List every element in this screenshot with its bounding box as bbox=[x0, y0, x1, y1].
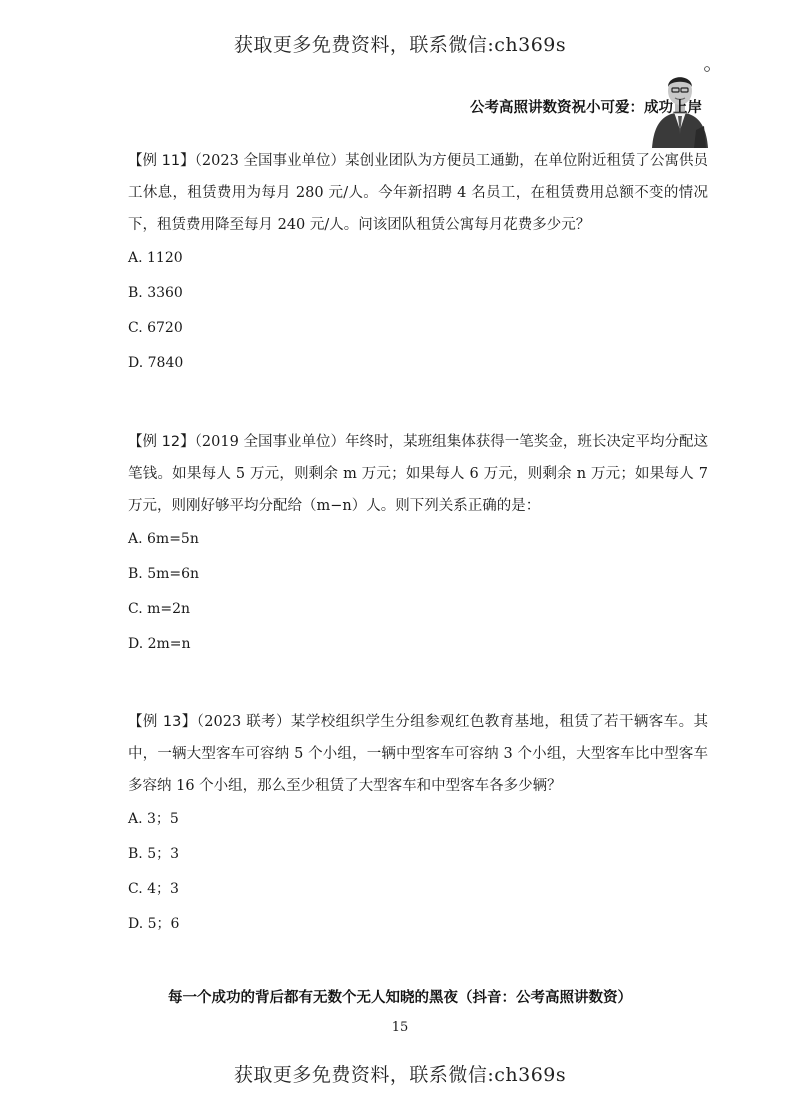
question-12 bbox=[128, 426, 708, 662]
watermark-bottom: 获取更多免费资料，联系微信:ch369s bbox=[233, 1064, 567, 1086]
question-label: 【例 12】 bbox=[128, 434, 195, 450]
watermark-top: 获取更多免费资料，联系微信:ch369s bbox=[233, 34, 567, 56]
option-a: A. 3；5 bbox=[128, 811, 179, 827]
option-d: D. 2m=n bbox=[128, 636, 191, 652]
option-a: A. 1120 bbox=[128, 250, 183, 266]
option-d: D. 7840 bbox=[128, 355, 184, 371]
page-number: 15 bbox=[391, 1020, 409, 1035]
question-label: 【例 13】 bbox=[128, 714, 197, 730]
question-label: 【例 11】 bbox=[128, 153, 195, 169]
option-b: B. 3360 bbox=[128, 285, 183, 301]
question-text: （2023 全国事业单位）某创业团队为方便员工通勤，在单位附近租赁了公寓供员工休息，租赁费用为每月 280 元/人。今年新招聘 4 名员工，在租赁费用总额不变的情况下，租赁费用降至每月 240 元/人。问该团队租赁公寓每月花费多少元？ bbox=[128, 153, 708, 233]
question-text: （2019 全国事业单位）年终时，某班组集体获得一笔奖金，班长决定平均分配这笔钱。如果每人 5 万元，则剩余 m 万元；如果每人 6 万元，则剩余 n 万元；如果每人 7 万元，则刚好够平均分配给（m−n）人。则下列关系正确的是： bbox=[128, 434, 708, 514]
option-c: C. 6720 bbox=[128, 320, 183, 336]
footer-slogan: 每一个成功的背后都有无数个无人知晓的黑夜（抖音：公考高照讲数资） bbox=[168, 990, 632, 1006]
option-d: D. 5；6 bbox=[128, 916, 180, 932]
option-c: C. 4；3 bbox=[128, 881, 179, 897]
option-b: B. 5m=6n bbox=[128, 566, 200, 582]
option-b: B. 5；3 bbox=[128, 846, 180, 862]
question-stem bbox=[128, 426, 708, 522]
option-c: C. m=2n bbox=[128, 601, 191, 617]
question-stem bbox=[128, 145, 708, 241]
question-11 bbox=[128, 145, 708, 381]
option-a: A. 6m=5n bbox=[128, 531, 199, 547]
header-tagline: 公考高照讲数资祝小可爱：成功上岸 bbox=[470, 100, 702, 116]
question-stem bbox=[128, 706, 708, 802]
question-text: （2023 联考）某学校组织学生分组参观红色教育基地，租赁了若干辆客车。其中，一辆大型客车可容纳 5 个小组，一辆中型客车可容纳 3 个小组，大型客车比中型客车多容纳 16 个小组，那么至少租赁了大型客车和中型客车各多少辆？ bbox=[128, 714, 709, 794]
question-13 bbox=[128, 706, 708, 942]
